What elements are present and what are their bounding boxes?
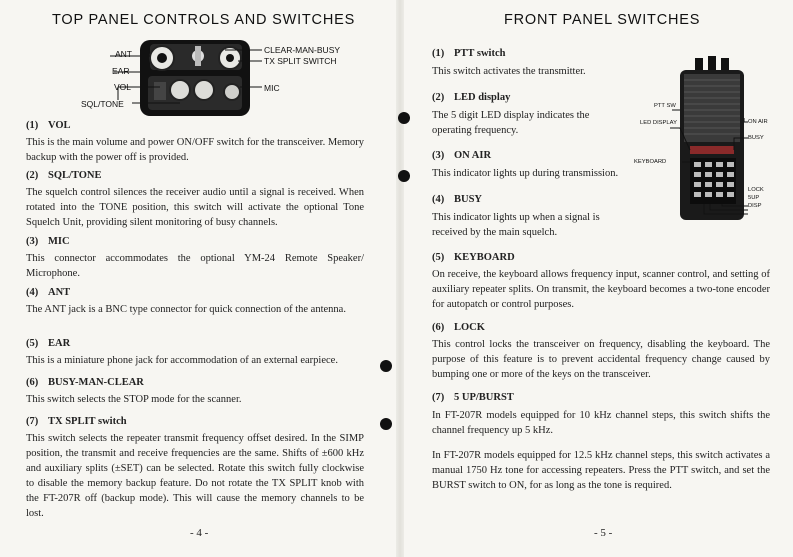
callout-ear: EAR <box>112 66 130 76</box>
section-heading: (4) BUSY <box>432 194 483 205</box>
callout-lock: LOCK <box>748 187 764 193</box>
callout-sql-tone: SQL/TONE <box>81 99 124 109</box>
section-body: This indicator lights up during transmission. <box>432 168 619 179</box>
section-heading: (3) MIC <box>26 236 70 247</box>
section-body: This switch activates the transmitter. <box>432 66 586 77</box>
callout-tx-split-switch: TX SPLIT SWITCH <box>264 56 337 66</box>
section-heading: (4) ANT <box>26 287 71 298</box>
section-heading: (7) 5 UP/BURST <box>432 392 514 403</box>
section-body: This connector accommodates the optional YM-24 Remote Speaker/ Microphone. <box>26 253 364 279</box>
extra-paragraph: In FT-207R models equipped for 12.5 kHz channel steps, this switch activates a manual 1750 Hz tone for accessing repeaters. Press the PTT switch, and set the BURST switch to ON, for as long as the tone is required. <box>432 450 770 491</box>
section-body: In FT-207R models equipped for 10 kHz channel steps, this switch shifts the channel frequency up 5 kHz. <box>432 410 770 436</box>
callout-vol: VOL <box>114 82 132 92</box>
top-panel-illustration <box>0 0 396 140</box>
callout-ant: ANT <box>115 49 132 59</box>
section-heading: (1) VOL <box>26 120 71 131</box>
section-body: On receive, the keyboard allows frequency input, scanner control, and setting of auxiliary repeater splits. On transmit, the keyboard becomes a two-tone encoder for autopatch or control purposes. <box>432 269 770 310</box>
binding-hole <box>380 418 392 430</box>
section-body: This is a miniature phone jack for accommodation of an external earpiece. <box>26 355 338 366</box>
section-body: The 5 digit LED display indicates the operating frequency. <box>432 110 590 136</box>
section-heading: (2) SQL/TONE <box>26 170 102 181</box>
section-heading: (1) PTT switch <box>432 48 506 59</box>
callout-disp: DISP <box>748 203 762 209</box>
callout-clear-man-busy: CLEAR-MAN-BUSY <box>264 45 341 55</box>
callout-on-air: ON AIR <box>748 119 768 125</box>
section-heading: (5) EAR <box>26 338 71 349</box>
right-page <box>404 0 793 557</box>
page-number: - 4 - <box>190 527 209 539</box>
section-body: This is the main volume and power ON/OFF switch for the transceiver. Memory backup with the power off is provided. <box>26 137 364 163</box>
section-heading: (6) BUSY-MAN-CLEAR <box>26 377 144 388</box>
section-body: The squelch control silences the receiver audio until a signal is received. When rotated into the TONE position, this switch will activate the optional Tone Squelch Unit, providing silent monitoring of busy channels. <box>26 187 364 228</box>
binding-hole <box>380 360 392 372</box>
right-page-title: FRONT PANEL SWITCHES <box>504 12 701 28</box>
section-heading: (6) LOCK <box>432 322 485 333</box>
section-body: This switch selects the STOP mode for the scanner. <box>26 394 242 405</box>
section-heading: (2) LED display <box>432 92 511 103</box>
callout-busy: BUSY <box>748 135 764 141</box>
page-gutter <box>396 0 404 557</box>
page-number: - 5 - <box>594 527 613 539</box>
callout-5up: 5UP <box>748 195 760 201</box>
left-page-title: TOP PANEL CONTROLS AND SWITCHES <box>52 12 356 28</box>
section-body: This indicator lights up when a signal is received by the main squelch. <box>432 212 600 238</box>
callout-ptt-sw: PTT SW <box>654 103 676 109</box>
section-heading: (7) TX SPLIT switch <box>26 416 127 427</box>
left-page <box>0 0 396 557</box>
section-body: This control locks the transceiver on frequency, disabling the keyboard. The purpose of this feature is to prevent accidental frequency change caused by bumping one or more of the keys on the transceiver. <box>432 339 770 380</box>
callout-led-display: LED DISPLAY <box>640 120 677 126</box>
callout-keyboard: KEYBOARD <box>634 159 667 165</box>
section-heading: (5) KEYBOARD <box>432 252 515 263</box>
section-body: The ANT jack is a BNC type connector for quick connection of the antenna. <box>26 304 346 315</box>
callout-mic: MIC <box>264 83 280 93</box>
section-heading: (3) ON AIR <box>432 150 492 161</box>
section-body: This switch selects the repeater transmit frequency offset desired. In the SIMP position, the transmit and receive frequencies are the same. Shifts of ±600 kHz and auxiliary splits (±SET) can be selected. Rotate this switch fully clockwise to disable the memory backup feature. Do not rotate the TX SPLIT knob with the FT-207R off (backup mode). This will cause the memory channels to be lost. <box>26 433 364 519</box>
